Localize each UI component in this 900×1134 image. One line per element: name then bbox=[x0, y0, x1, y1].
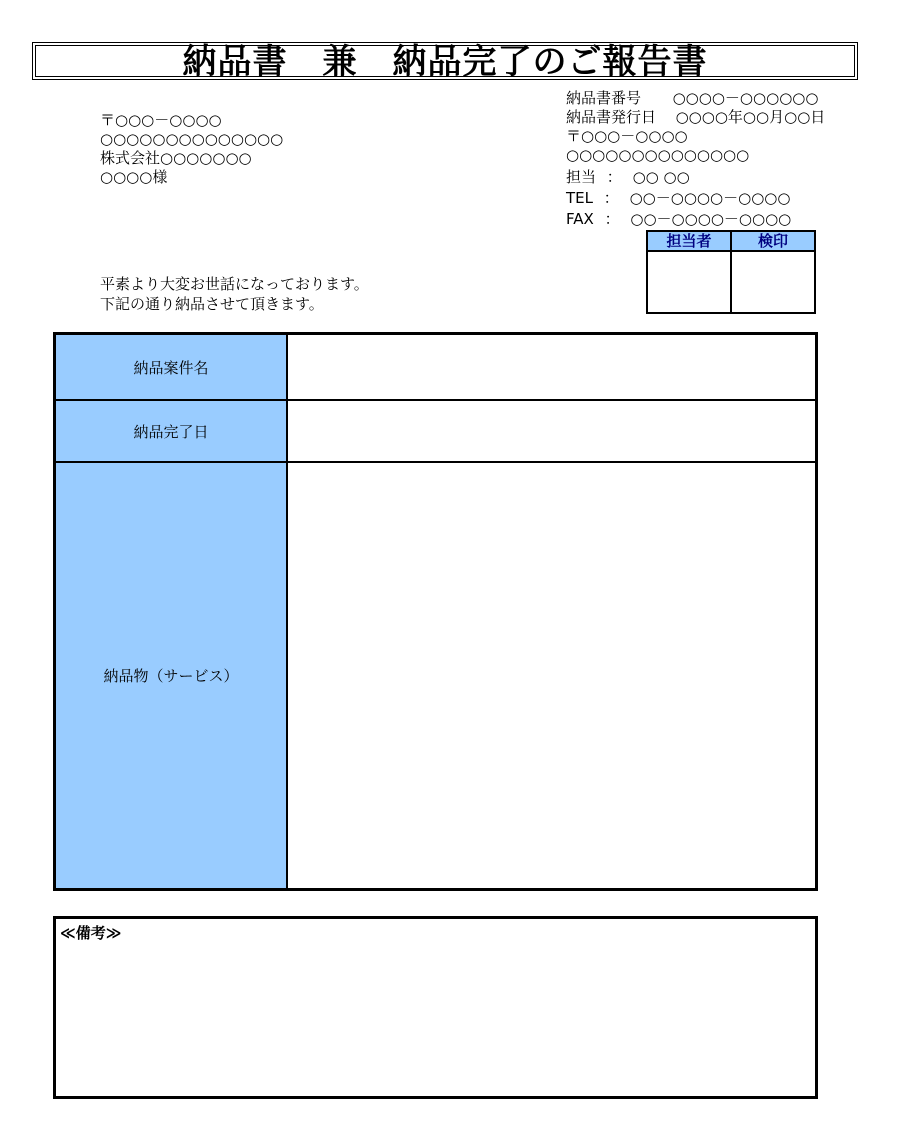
staff-stamp-header: 担当者 bbox=[648, 232, 732, 252]
recipient-name: ○○○○様 bbox=[100, 168, 168, 186]
contact-row bbox=[566, 167, 690, 187]
greeting-line-2: 下記の通り納品させて頂きます。 bbox=[100, 295, 324, 313]
inspection-stamp-header: 検印 bbox=[732, 232, 814, 252]
recipient-address: ○○○○○○○○○○○○○○ bbox=[100, 130, 284, 148]
fax-separator: ： bbox=[604, 210, 620, 228]
delivery-table bbox=[53, 332, 818, 891]
invoice-number-row bbox=[566, 88, 818, 108]
document-title-box bbox=[32, 42, 858, 80]
deliverables-label: 納品物（サービス） bbox=[56, 463, 288, 888]
contact-separator: ： bbox=[606, 168, 622, 186]
inspection-stamp-cell[interactable] bbox=[732, 252, 814, 312]
contact-value: ○○ ○○ bbox=[632, 168, 690, 186]
project-name-field[interactable] bbox=[288, 335, 815, 401]
project-name-label: 納品案件名 bbox=[56, 335, 288, 401]
notes-box[interactable] bbox=[53, 916, 818, 1099]
tel-label: TEL bbox=[566, 189, 593, 207]
stamp-box bbox=[646, 230, 816, 314]
issue-date-label: 納品書発行日 bbox=[566, 108, 657, 126]
completion-date-field[interactable] bbox=[288, 401, 815, 463]
invoice-number-value: ○○○○－○○○○○○ bbox=[672, 89, 819, 107]
contact-label: 担当 bbox=[566, 168, 597, 186]
issuer-postal: 〒○○○－○○○○ bbox=[566, 127, 688, 145]
notes-label: ≪備考≫ bbox=[60, 924, 122, 942]
issue-date-value: ○○○○年○○月○○日 bbox=[675, 108, 826, 126]
tel-separator: ： bbox=[603, 189, 619, 207]
issue-date-row bbox=[566, 107, 825, 127]
staff-stamp-cell[interactable] bbox=[648, 252, 732, 312]
fax-value: ○○－○○○○－○○○○ bbox=[630, 210, 792, 228]
tel-value: ○○－○○○○－○○○○ bbox=[629, 189, 791, 207]
invoice-number-label: 納品書番号 bbox=[566, 89, 642, 107]
document-title: 納品書 兼 納品完了のご報告書 bbox=[182, 42, 708, 82]
completion-date-label: 納品完了日 bbox=[56, 401, 288, 463]
deliverables-field[interactable] bbox=[288, 463, 815, 888]
recipient-company: 株式会社○○○○○○○ bbox=[100, 149, 252, 167]
greeting-line-1: 平素より大変お世話になっております。 bbox=[100, 275, 369, 293]
issuer-address: ○○○○○○○○○○○○○○ bbox=[566, 146, 750, 164]
fax-row bbox=[566, 209, 791, 229]
fax-label: FAX bbox=[566, 210, 594, 228]
recipient-postal: 〒○○○－○○○○ bbox=[100, 111, 222, 129]
tel-row bbox=[566, 188, 790, 208]
